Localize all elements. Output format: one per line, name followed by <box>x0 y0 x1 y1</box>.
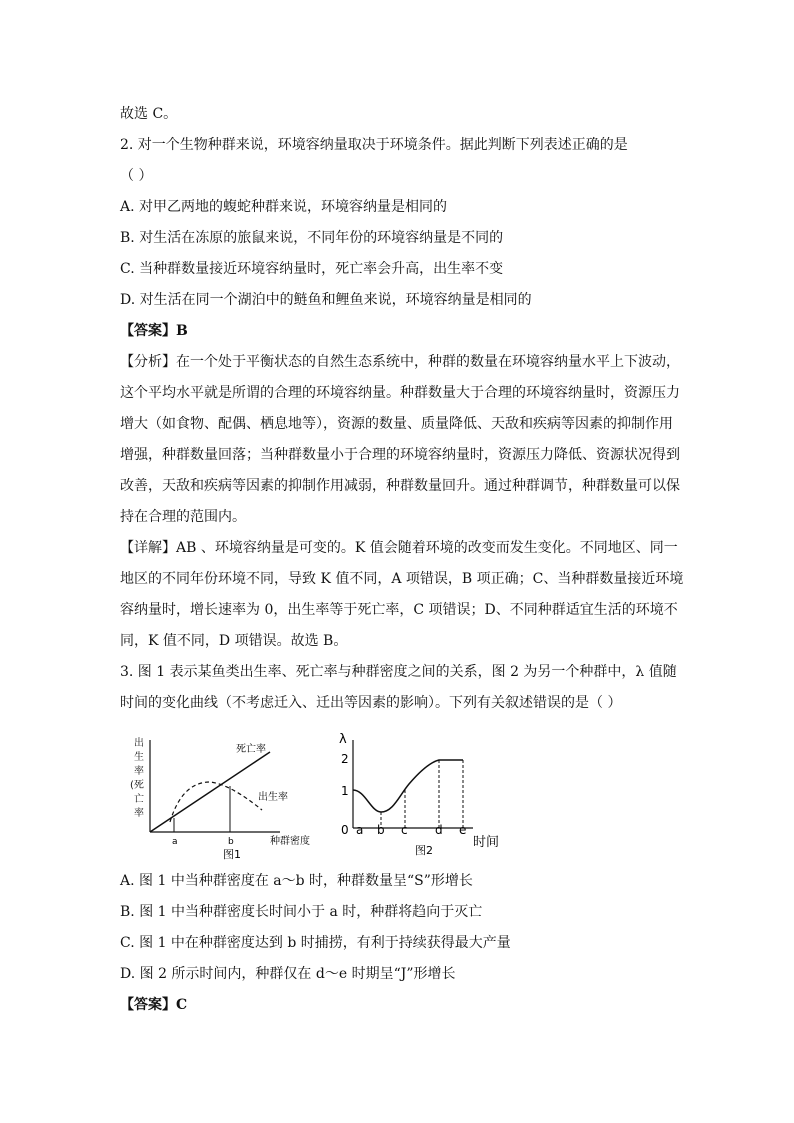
fig1-tick-a: a <box>172 837 178 847</box>
option-b: B. 对生活在冻原的旅鼠来说，不同年份的环境容纳量是不同的 <box>120 230 504 246</box>
option-d: D. 对生活在同一个湖泊中的鲢鱼和鲤鱼来说，环境容纳量是相同的 <box>120 292 532 308</box>
option-c: C. 当种群数量接近环境容纳量时，死亡率会升高，出生率不变 <box>120 261 504 277</box>
analysis-line: 这个平均水平就是所谓的合理的环境容纳量。种群数量大于合理的环境容纳量时，资源压力 <box>120 385 680 401</box>
question-3-stem: 3. 图 1 表示某鱼类出生率、死亡率与种群密度之间的关系，图 2 为另一个种群中，λ 值随 <box>120 664 677 680</box>
fig1-birth-label: 出生率 <box>258 792 288 803</box>
fig1-ylabel-char: (死 <box>130 780 144 791</box>
fig2-y-tick-2: 2 <box>341 752 349 766</box>
analysis-line: 增大（如食物、配偶、栖息地等），资源的数量、质量降低、天敌和疾病等因素的抑制作用 <box>120 416 673 432</box>
analysis-line: 持在合理的范围内。 <box>120 509 246 525</box>
analysis-line: 增强，种群数量回落；当种群数量小于合理的环境容纳量时，资源压力降低、资源状况得到 <box>120 447 680 463</box>
fig2-origin: 0 <box>341 823 349 837</box>
q3-option-a: A. 图 1 中当种群密度在 a～b 时，种群数量呈“S”形增长 <box>120 873 473 889</box>
question-3-stem: 时间的变化曲线（不考虑迁入、迁出等因素的影响）。下列有关叙述错误的是（ ） <box>120 695 622 711</box>
fig2-tick-c: c <box>401 823 408 837</box>
analysis-line: 改善，天敌和疾病等因素的抑制作用减弱，种群数量回升。通过种群调节，种群数量可以保 <box>120 478 680 494</box>
analysis-line: 【分析】在一个处于平衡状态的自然生态系统中，种群的数量在环境容纳量水平上下波动， <box>120 354 680 370</box>
fig1-ylabel-char: 生 <box>134 752 144 763</box>
fig1-ylabel-char: 率 <box>134 766 144 777</box>
fig1-ylabel-char: 出 <box>134 738 144 749</box>
text-line: 故选 C。 <box>120 106 178 122</box>
fig2-ylabel: λ <box>339 732 347 747</box>
fig2-lambda-curve <box>353 760 463 812</box>
option-a: A. 对甲乙两地的蝮蛇种群来说，环境容纳量是相同的 <box>120 199 448 215</box>
fig1-ylabel-char: 率 <box>134 808 144 819</box>
answer-label: 【答案】B <box>120 323 188 339</box>
fig1-xlabel: 种群密度 <box>270 836 310 847</box>
fig1-caption: 图1 <box>223 848 241 861</box>
answer-label: 【答案】C <box>120 997 188 1013</box>
detail-line: 同，K 值不同，D 项错误。故选 B。 <box>120 633 348 649</box>
fig2-tick-e: e <box>459 823 467 837</box>
fig2-tick-b: b <box>377 823 385 837</box>
fig2-tick-d: d <box>435 823 443 837</box>
fig2-y-tick-1: 1 <box>341 784 349 798</box>
fig2-caption: 图2 <box>415 844 433 857</box>
figure-2 <box>335 730 515 860</box>
detail-line: 【详解】AB 、环境容纳量是可变的。K 值会随着环境的改变而发生变化。不同地区、同一 <box>120 540 678 556</box>
fig1-death-rate-line <box>150 752 270 832</box>
fig1-death-label: 死亡率 <box>236 744 266 755</box>
figure-1 <box>130 732 330 862</box>
question-2-stem: 2. 对一个生物种群来说，环境容纳量取决于环境条件。据此判断下列表述正确的是 <box>120 137 628 153</box>
fig1-tick-b: b <box>228 837 234 847</box>
detail-line: 容纳量时，增长速率为 0，出生率等于死亡率，C 项错误；D、不同种群适宜生活的环境不 <box>120 602 678 618</box>
fig2-tick-a: a <box>356 823 364 837</box>
q3-option-b: B. 图 1 中当种群密度长时间小于 a 时，种群将趋向于灭亡 <box>120 904 483 920</box>
fig2-xlabel: 时间 <box>473 835 500 850</box>
fig1-ylabel-char: 亡 <box>134 794 144 805</box>
q3-option-d: D. 图 2 所示时间内，种群仅在 d～e 时期呈“J”形增长 <box>120 966 456 982</box>
question-2-bracket: （ ） <box>120 168 153 184</box>
detail-line: 地区的不同年份环境不同，导致 K 值不同，A 项错误，B 项正确；C、当种群数量接近环境 <box>120 571 684 587</box>
q3-option-c: C. 图 1 中在种群密度达到 b 时捕捞，有利于持续获得最大产量 <box>120 935 511 951</box>
